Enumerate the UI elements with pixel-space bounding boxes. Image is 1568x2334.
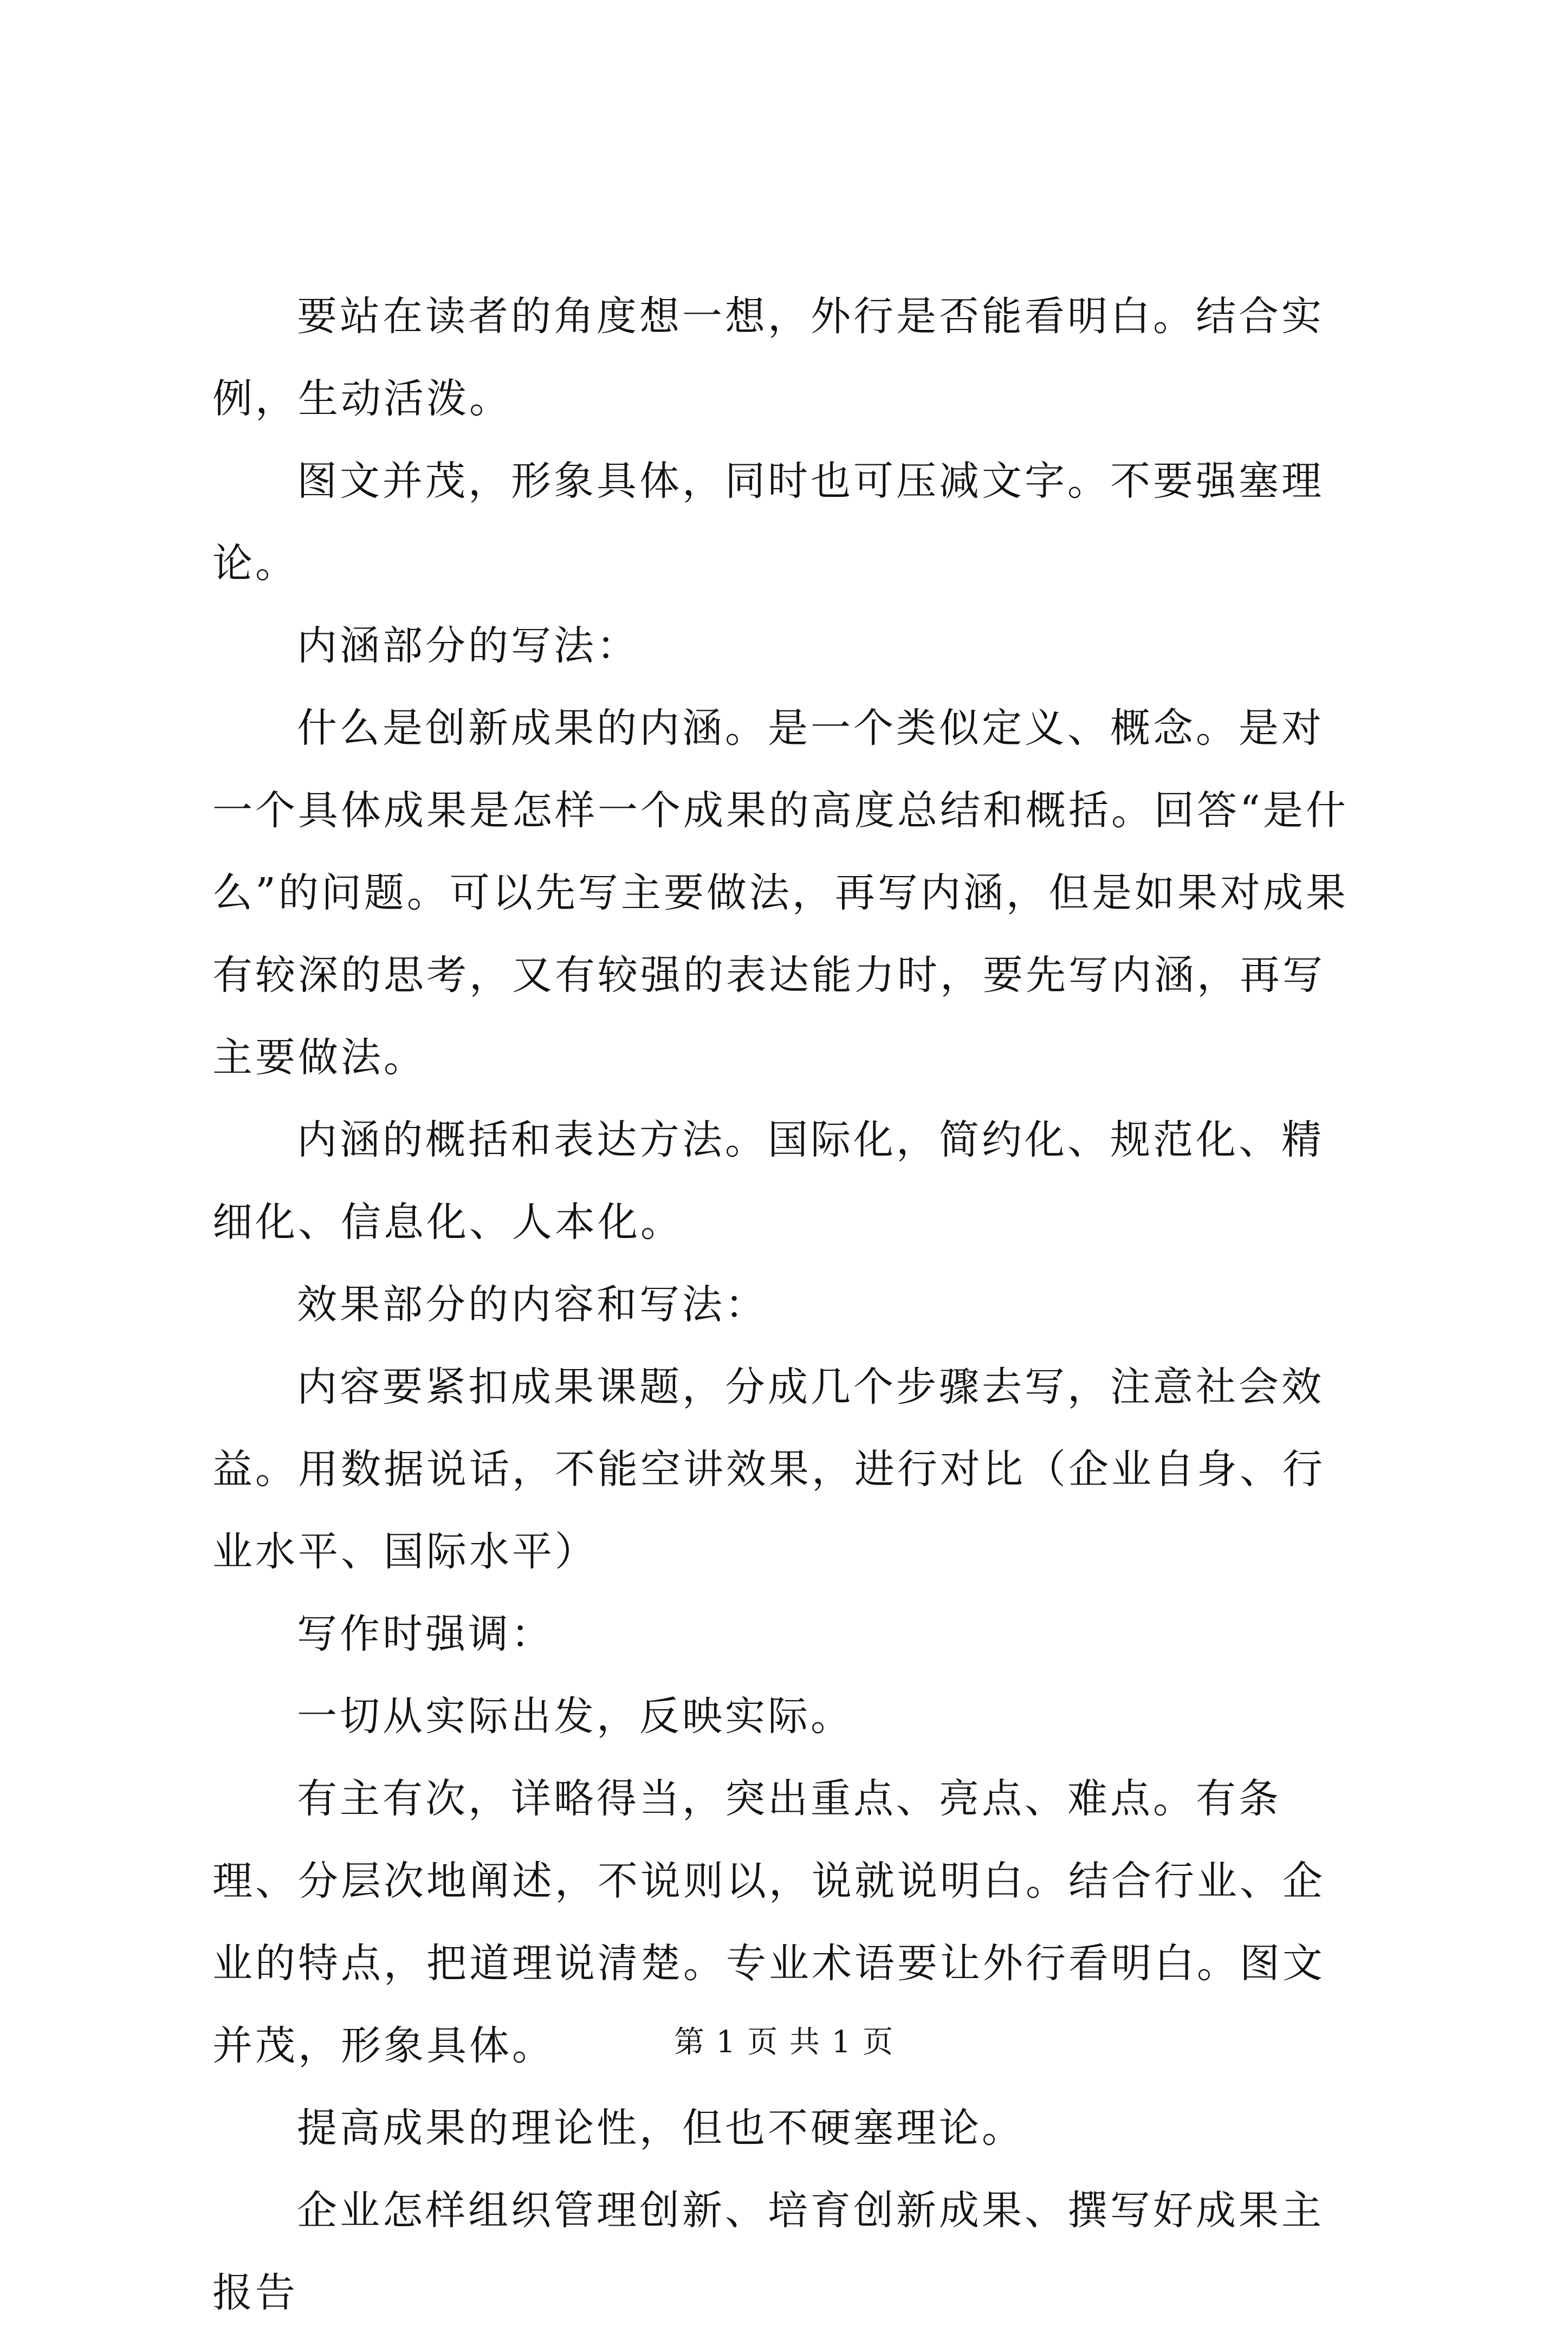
- paragraph: 内涵的概括和表达方法。国际化，简约化、规范化、精细化、信息化、人本化。: [212, 1117, 1324, 1246]
- paragraph: 有主有次，详略得当，突出重点、亮点、难点。有条理、分层次地阐述，不说则以，说就说明白。结合行业、企业的特点，把道理说清楚。专业术语要让外行看明白。图文并茂，形象具体。: [212, 1775, 1325, 2069]
- paragraph: 内容要紧扣成果课题，分成几个步骤去写，注意社会效益。用数据说话，不能空讲效果，进行对比（企业自身、行业水平、国际水平）: [212, 1364, 1325, 1575]
- page-footer: 第 1 页 共 1 页: [673, 2025, 895, 2060]
- paragraph: 提高成果的理论性，但也不硬塞理论。: [297, 2105, 1025, 2151]
- paragraph: 什么是创新成果的内涵。是一个类似定义、概念。是对一个具体成果是怎样一个成果的高度总结和概括。回答“是什么”的问题。可以先写主要做法，再写内涵，但是如果对成果有较深的思考，又有较强的表达能力时，要先写内涵，再写主要做法。: [212, 705, 1349, 1081]
- section-heading: 写作时强调：: [297, 1611, 554, 1657]
- paragraph: 要站在读者的角度想一想，外行是否能看明白。结合实例，生动活泼。: [212, 293, 1324, 422]
- paragraph: 企业怎样组织管理创新、培育创新成果、撰写好成果主报告: [212, 2187, 1324, 2316]
- section-heading: 效果部分的内容和写法：: [297, 1281, 768, 1328]
- section-heading: 内涵部分的写法：: [297, 623, 639, 669]
- paragraph: 图文并茂，形象具体，同时也可压减文字。不要强塞理论。: [212, 458, 1324, 587]
- paragraph: 一切从实际出发，反映实际。: [297, 1693, 853, 1740]
